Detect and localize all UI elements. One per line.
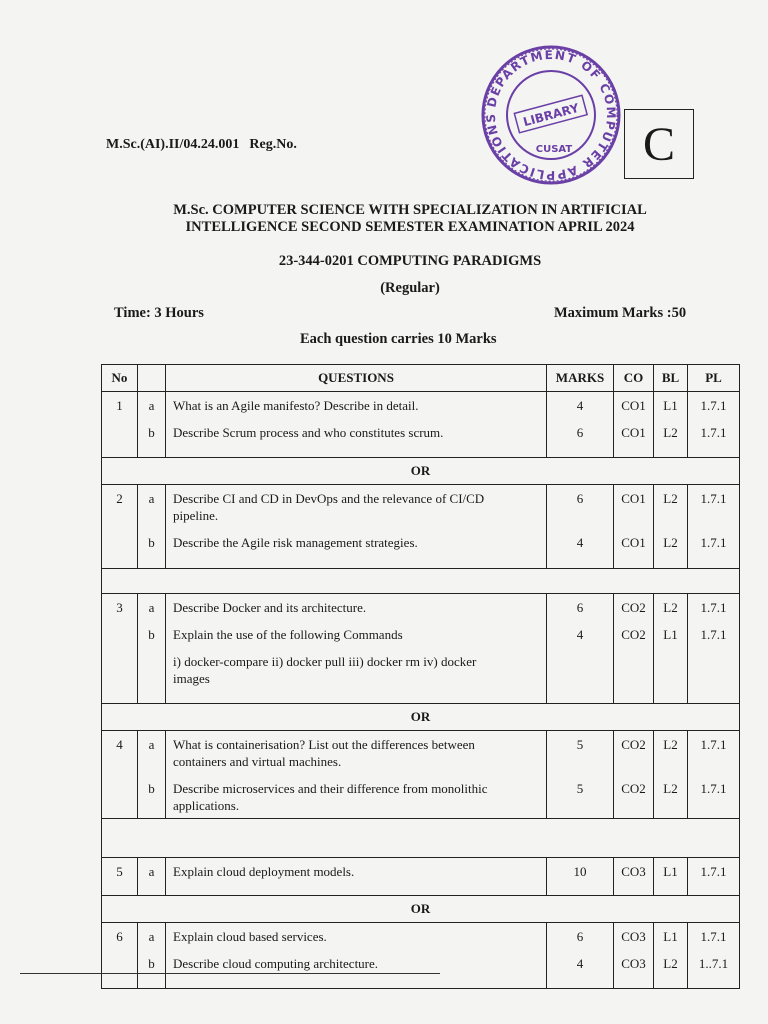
separator-row — [102, 569, 740, 594]
co-value: CO1 — [621, 491, 646, 506]
time-allowed: Time: 3 Hours — [114, 305, 204, 321]
sub-label: a — [148, 398, 155, 413]
question-number: 2 — [116, 491, 123, 506]
marks-value: 5 — [576, 781, 584, 796]
stamp-bottom-text: CUSAT — [535, 144, 573, 155]
marks-value: 4 — [576, 956, 584, 971]
paper-code: M.Sc.(AI).II/04.24.001 — [106, 137, 240, 152]
co-value: CO3 — [621, 864, 646, 879]
or-row — [102, 896, 740, 923]
question-number: 5 — [116, 864, 123, 879]
question-text-continued: images — [173, 671, 210, 686]
pl-value: 1.7.1 — [700, 600, 727, 615]
co-value: CO2 — [621, 600, 646, 615]
co-value: CO2 — [621, 627, 646, 642]
or-label: OR — [102, 704, 740, 731]
question-number: 1 — [116, 398, 123, 413]
header-sub — [138, 365, 166, 392]
bl-value: L1 — [663, 929, 678, 944]
header-pl: PL — [688, 365, 740, 392]
sub-label: b — [148, 781, 155, 796]
bl-value: L1 — [663, 627, 678, 642]
question-row-2 — [102, 485, 740, 569]
marks-value: 6 — [576, 491, 584, 506]
or-row — [102, 458, 740, 485]
question-text: What is containerisation? List out the differences between — [173, 737, 475, 752]
marks-value: 5 — [576, 737, 584, 752]
marks-value: 6 — [576, 425, 584, 440]
exam-title-line1: M.Sc. COMPUTER SCIENCE WITH SPECIALIZATION IN ARTIFICIAL — [173, 202, 647, 218]
question-number: 6 — [116, 929, 123, 944]
bl-value: L1 — [663, 864, 678, 879]
question-text-continued: i) docker-compare ii) docker pull iii) docker rm iv) docker — [173, 654, 477, 669]
question-text: Explain cloud based services. — [173, 929, 327, 944]
sub-label: a — [148, 864, 155, 879]
pl-value: 1.7.1 — [700, 627, 727, 642]
header-no: No — [102, 365, 138, 392]
marks-value: 6 — [576, 929, 584, 944]
bl-value: L2 — [663, 535, 678, 550]
pl-value: 1..7.1 — [698, 956, 729, 971]
marks-instruction: Each question carries 10 Marks — [300, 331, 497, 347]
question-set-letter: C — [642, 117, 675, 171]
stamp-ring-text: DEPARTMENT OF COMPUTER APPLICATIONS — [483, 47, 619, 183]
reg-no-label: Reg.No. — [249, 137, 297, 152]
bl-value: L1 — [663, 398, 678, 413]
question-text: Describe CI and CD in DevOps and the relevance of CI/CD — [173, 491, 485, 506]
pl-value: 1.7.1 — [700, 535, 727, 550]
bl-value: L2 — [663, 781, 678, 796]
sub-label: a — [148, 737, 155, 752]
course-title: 23-344-0201 COMPUTING PARADIGMS — [278, 253, 542, 269]
maximum-marks: Maximum Marks :50 — [554, 305, 687, 321]
question-text: Explain the use of the following Commands — [173, 627, 403, 642]
question-set-box — [624, 109, 694, 179]
question-number: 4 — [116, 737, 123, 752]
table-header-row — [102, 365, 740, 392]
header-bl: BL — [654, 365, 688, 392]
paper-code-line — [106, 137, 297, 153]
bl-value: L2 — [663, 600, 678, 615]
sub-label: b — [148, 627, 155, 642]
question-text: Describe cloud computing architecture. — [173, 956, 379, 971]
question-row-4 — [102, 731, 740, 819]
co-value: CO3 — [621, 956, 646, 971]
question-text-continued: pipeline. — [173, 508, 219, 523]
co-value: CO1 — [621, 535, 646, 550]
co-value: CO1 — [621, 398, 646, 413]
bl-value: L2 — [663, 956, 678, 971]
sub-label: b — [148, 535, 155, 550]
marks-value: 6 — [576, 600, 584, 615]
question-text: What is an Agile manifesto? Describe in detail. — [173, 398, 419, 413]
marks-value: 10 — [573, 864, 587, 879]
marks-value: 4 — [576, 535, 584, 550]
sub-label: a — [148, 600, 155, 615]
separator-row — [102, 819, 740, 858]
header-co: CO — [614, 365, 654, 392]
sub-label: a — [148, 491, 155, 506]
co-value: CO3 — [621, 929, 646, 944]
question-text: Describe microservices and their difference from monolithic — [173, 781, 488, 796]
question-text: Describe Docker and its architecture. — [173, 600, 367, 615]
question-row-6 — [102, 923, 740, 989]
header-marks: MARKS — [547, 365, 614, 392]
question-number: 3 — [116, 600, 123, 615]
co-value: CO2 — [621, 737, 646, 752]
co-value: CO1 — [621, 425, 646, 440]
exam-type: (Regular) — [380, 280, 440, 296]
stamp-center-text: LIBRARY — [521, 100, 581, 130]
marks-value: 4 — [576, 627, 584, 642]
pl-value: 1.7.1 — [700, 491, 727, 506]
header-questions: QUESTIONS — [166, 365, 547, 392]
sub-label: a — [148, 929, 155, 944]
marks-value: 4 — [576, 398, 584, 413]
bl-value: L2 — [663, 491, 678, 506]
pl-value: 1.7.1 — [700, 737, 727, 752]
pl-value: 1.7.1 — [700, 929, 727, 944]
question-table — [101, 364, 740, 989]
pl-value: 1.7.1 — [700, 781, 727, 796]
or-label: OR — [102, 458, 740, 485]
or-row — [102, 704, 740, 731]
pl-value: 1.7.1 — [700, 398, 727, 413]
exam-title-line2: INTELLIGENCE SECOND SEMESTER EXAMINATION APRIL 2024 — [185, 219, 635, 235]
pl-value: 1.7.1 — [700, 864, 727, 879]
department-library-stamp — [476, 40, 626, 190]
question-text-continued: applications. — [173, 798, 240, 813]
question-text: Describe the Agile risk management strategies. — [173, 535, 418, 550]
margin-line — [20, 973, 440, 974]
question-row-1 — [102, 392, 740, 458]
question-text: Explain cloud deployment models. — [173, 864, 355, 879]
bl-value: L2 — [663, 425, 678, 440]
or-label: OR — [102, 896, 740, 923]
sub-label: b — [148, 956, 155, 971]
question-row-5 — [102, 858, 740, 896]
question-row-3 — [102, 594, 740, 704]
sub-label: b — [148, 425, 155, 440]
question-text-continued: containers and virtual machines. — [173, 754, 342, 769]
pl-value: 1.7.1 — [700, 425, 727, 440]
bl-value: L2 — [663, 737, 678, 752]
co-value: CO2 — [621, 781, 646, 796]
question-text: Describe Scrum process and who constitutes scrum. — [173, 425, 444, 440]
